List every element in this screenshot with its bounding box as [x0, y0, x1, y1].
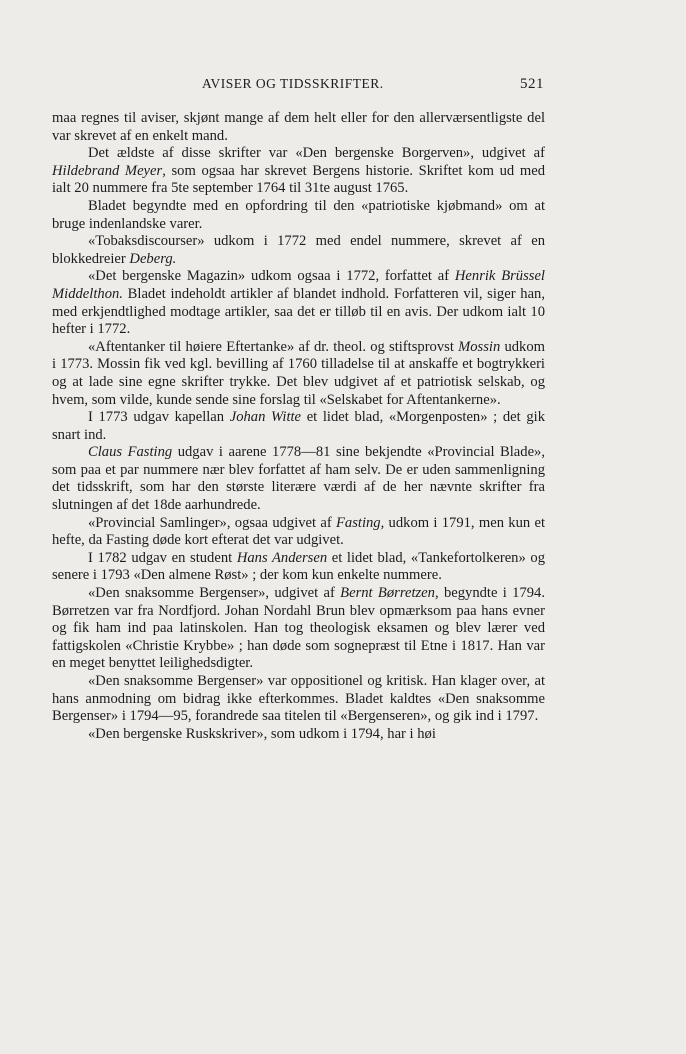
text-run: udgav i aarene 1778—81 sine bekjendte «Provincial Blade», som paa et par nummere nær blev forfattet af ham selv. De er uden sammenligning det tidsskrift, som har den største literære værdi af de her nævnte skrifter fra slutningen af det 18de aarhundrede.: [52, 444, 545, 514]
body-text: [52, 110, 545, 743]
paragraph: [52, 339, 545, 409]
text-run: udkom i 1791, men kun et hefte, da Fasting døde kort efterat det var udgivet.: [52, 514, 545, 549]
paragraph: [52, 673, 545, 726]
paragraph: [52, 515, 545, 550]
text-run: «Den snaksomme Bergenser», udgivet af: [88, 585, 341, 602]
paragraph: [52, 585, 545, 673]
paragraph: [52, 145, 545, 198]
paragraph: [52, 409, 545, 444]
italic-name: Fasting,: [336, 514, 385, 531]
page-number: 521: [520, 76, 544, 92]
italic-name: Bernt Børretzen,: [340, 585, 439, 602]
paragraph: [52, 198, 545, 233]
text-run: «Den snaksomme Bergenser» var oppositionel og kritisk. Han klager over, at hans anmodning om bidrag ikke efterkommes. Bladet kaldtes «Den snaksomme Bergenser» i 1794—95, forandrede saa titelen til «Bergenseren», og gik ind i 1797.: [52, 673, 545, 725]
text-run: Bladet indeholdt artikler af blandet indhold. Forfatteren vil, siger han, med erkjendtlighed modtage artikler, saa det er tilløb til en avis. Der udkom ialt 10 hefter i 1772.: [52, 285, 545, 338]
italic-name: Claus Fasting: [88, 444, 173, 461]
paragraph: [52, 268, 545, 338]
text-run: «Provincial Samlinger», ogsaa udgivet af: [88, 514, 337, 531]
text-run: , som ogsaa har skrevet Bergens historie. Skriftet kom ud med ialt 20 nummere fra 5te september 1764 til 31te august 1765.: [52, 162, 545, 197]
italic-name: Mossin: [458, 338, 501, 355]
text-run: Bladet begyndte med en opfordring til den «patriotiske kjøbmand» om at bruge indenlandske varer.: [52, 197, 545, 232]
text-run: et lidet blad, «Morgenposten» ; det gik snart ind.: [52, 409, 545, 443]
text-run: Det ældste af disse skrifter var «Den bergenske Borgerven», udgivet af: [88, 145, 545, 162]
text-run: et lidet blad, «Tankefortolkeren» og senere i 1793 «Den almene Røst» ; der kom kun enkelte nummere.: [52, 549, 545, 584]
paragraph: [52, 726, 545, 744]
paragraph: [52, 444, 545, 514]
paragraph: [52, 550, 545, 585]
text-run: «Tobaksdiscourser» udkom i 1772 med endel nummere, skrevet af en blokkedreier: [52, 233, 545, 267]
italic-name: Johan Witte: [229, 409, 302, 426]
text-run: I 1773 udgav kapellan: [88, 409, 230, 426]
paragraph: [52, 110, 545, 145]
italic-name: Henrik Brüssel Middelthon.: [52, 268, 545, 302]
text-run: begyndte i 1794. Børretzen var fra Nordfjord. Johan Nordahl Brun blev opmærksom paa hans evner og fik ham ind paa latinskolen. Han tog theologisk eksamen og blev lærer ved fattigskolen «Christie Krybbe» ; han døde som sognepræst til Etne i 1817. Han var en meget benyttet leilighedsdigter.: [52, 585, 546, 672]
text-run: maa regnes til aviser, skjønt mange af dem helt eller for den allerværsentligste del var skrevet af en enkelt mand.: [52, 110, 545, 144]
running-title: AVISER OG TIDSSKRIFTER.: [202, 76, 384, 91]
italic-name: Hildebrand Meyer: [52, 162, 163, 179]
italic-name: Hans Andersen: [236, 549, 328, 566]
text-run: udkom i 1773. Mossin fik ved kgl. bevilling af 1760 tilladelse til at anskaffe et bogtrykkeri og at lade sine egne skrifter trykke. Det blev udgivet af et patriotisk selskab, og hvem, som vilde, kunde sende sine forslag til «Selskabet for Aftentankerne».: [52, 338, 546, 408]
text-run: «Aftentanker til høiere Eftertanke» af dr. theol. og stiftsprovst: [88, 338, 459, 355]
text-run: «Den bergenske Ruskskriver», som udkom i 1794, har i høi: [88, 725, 436, 742]
paragraph: [52, 233, 545, 268]
italic-name: Deberg.: [129, 250, 177, 267]
text-run: «Det bergenske Magazin» udkom ogsaa i 1772, forfattet af: [88, 268, 455, 285]
text-run: I 1782 udgav en student: [88, 549, 237, 566]
